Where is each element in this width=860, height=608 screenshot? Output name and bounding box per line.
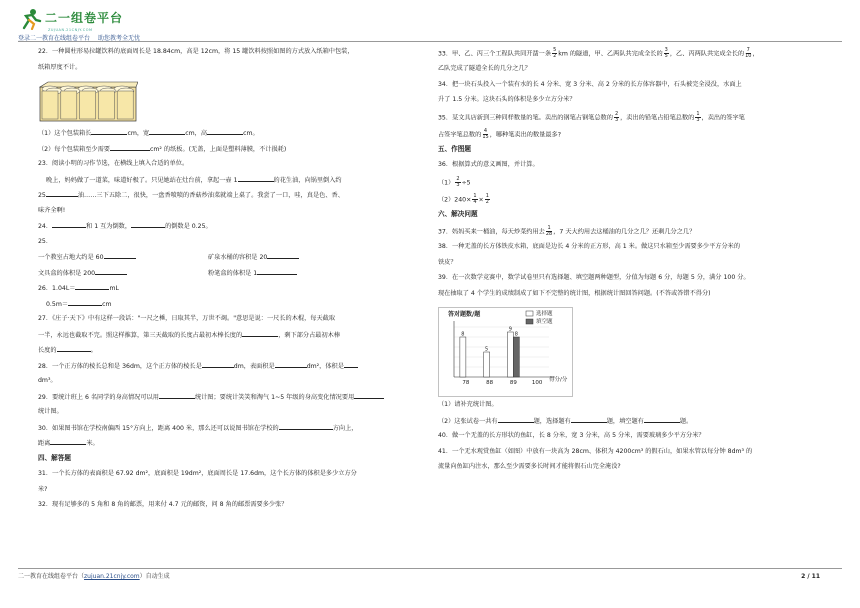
fraction: $\frac{2}{3}$ [456, 175, 460, 188]
answer-blank[interactable] [571, 417, 607, 423]
answer-blank[interactable] [242, 331, 278, 337]
bar-填空题-89 [513, 337, 519, 377]
q30: 30．如果图书馆在学校南偏西 15°方向上，距离 400 米，那么还可以说图书馆在学校的 方向上， [38, 424, 358, 432]
footer-site-link[interactable]: zujuan.21cnjy.com [84, 573, 140, 580]
x-tick-label: 88 [486, 380, 494, 386]
can-body [42, 91, 58, 119]
q26-part1: 26．1.04L＝ mL [38, 285, 119, 293]
answer-blank[interactable] [57, 346, 91, 352]
score-bar-chart [438, 307, 573, 397]
fraction: $\frac{1}{4}$ [473, 192, 477, 205]
q23-stem: 23．阅读小明的习作节选，在横线上填入合适的单位。 [38, 160, 189, 168]
q25-row1: 一个教室占地大约是 60 矿泉水桶的容积是 20 [38, 253, 423, 269]
q27-stem-cont: 一半，永远也截取不完。照这样推算，第三天截取的长度占最初木棒长度的 ，剩下部分占最初木棒 [38, 331, 341, 339]
q35-end: 占签字笔总数的 $\frac{4}{15}$ ，哪种笔卖出的数量最多? [438, 127, 562, 140]
fraction: $\frac{1}{28}$ [545, 225, 553, 237]
fraction: $\frac{7}{10}$ [745, 47, 752, 59]
q39-cont: 现在抽取了 4 个学生的成绩制成了如下不完整的统计图，根据统计图回答问题。(不答或答错不得分) [438, 289, 711, 297]
x-tick-label: 100 [531, 380, 543, 386]
q27-stem: 27．《庄子·天下》中有这样一段话："一尺之棰，日取其半，万世不竭。"意思是说：一尺长的木棍，每天截取 [38, 315, 336, 323]
q40: 40．做一个无盖的长方形状的鱼缸，长 8 分米，宽 3 分米，高 5 分米，需要玻璃多少平方分米？ [438, 432, 705, 440]
footer-divider [18, 568, 842, 569]
answer-blank[interactable] [279, 424, 333, 430]
q36-part2: （2）240× $\frac{1}{4}$ × $\frac{1}{2}$ [438, 192, 489, 205]
answer-blank[interactable] [202, 362, 234, 368]
can-body [117, 91, 133, 119]
answer-blank[interactable] [46, 191, 78, 197]
q32: 32．现有足够多的 5 角和 8 角的邮票，用来付 4.7 元的邮资，问 8 角的邮票需要多少张？ [38, 501, 288, 509]
logo-subtitle: ZUJUAN.21CNJY.COM [48, 28, 93, 32]
q22-stem-cont: 纸箱厚度不计。 [38, 63, 82, 71]
page-footer: 二一教育在线组卷平台（zujuan.21cnjy.com）自动生成 [18, 573, 170, 580]
legend-swatch [526, 319, 533, 324]
left-column [38, 48, 423, 517]
bar-选择题-89 [507, 332, 513, 377]
section-6-title: 六、解决问题 [438, 209, 478, 218]
q22-stem: 22．一种圆柱形易拉罐饮料的底面周长是 18.84cm，高是 12cm，将 15 罐饮料按照如图的方式放入纸箱中包装， [38, 48, 354, 55]
chart-x-label: 得分/分 [549, 377, 568, 383]
q39-part2: （2）这张试卷一共有 题，选择题有 题，填空题有 题。 [438, 417, 693, 425]
q29: 29．要统计班上 6 名同学的身高情况可以用 统计图；要统计笑笑和淘气 1~5 年级的身高变化情况要用 [38, 393, 423, 409]
q22-part1: （1）这个包装箱长 cm，宽 cm，高 cm。 [38, 130, 259, 138]
logo-text: 二一组卷平台 [45, 11, 124, 26]
page-number: 2 / 11 [801, 573, 820, 580]
q31-end: 米? [38, 485, 48, 493]
bar-value-label: 5 [485, 346, 489, 353]
answer-blank[interactable] [75, 284, 109, 290]
bar-value-label: 9 [508, 326, 512, 333]
q25-row2: 文具盒的体积是 200 粉笔盒的体积是 1 [38, 269, 423, 285]
fraction: $\frac{1}{2}$ [485, 192, 489, 205]
q39: 39．在一次数学竞赛中，数学试卷里只有选择题、填空题两种题型，分值为每题 6 分，每题 5 分，满分 100 分。 [438, 274, 750, 281]
bar-选择题-88 [484, 352, 490, 377]
answer-blank[interactable] [238, 176, 274, 182]
logo-runner-icon [18, 8, 42, 30]
cans-box-figure [38, 81, 138, 123]
q27-stem-end: 长度的 。 [38, 347, 97, 355]
answer-blank[interactable] [149, 129, 185, 135]
q34-end: 升了 1.5 分米。这块石头的体积是多少立方分米？ [438, 96, 576, 103]
q31: 31．一个长方体的表面积是 67.92 dm²，底面积是 19dm²，底面周长是 17.6dm，这个长方体的体积是多少立方分 [38, 470, 357, 478]
chart-title: 答对题数/题 [448, 311, 481, 318]
answer-blank[interactable] [644, 417, 680, 423]
section-5-title: 五、作图题 [438, 144, 471, 153]
answer-blank[interactable] [498, 417, 534, 423]
bar-value-label: 8 [514, 331, 518, 338]
login-link[interactable]: 登录二一教育在线组卷平台 [18, 35, 91, 42]
q28: 28．一个正方体的棱长总和是 36dm，这个正方体的棱长是 dm，表面积是 dm²，体积是 [38, 362, 423, 378]
legend-label: 填空题 [536, 319, 553, 325]
x-tick-label: 89 [509, 380, 517, 386]
answer-blank[interactable] [354, 393, 384, 399]
q33: 33．甲、乙、丙三个工程队共同开凿一条 $\frac{5}{2}$ km 的隧道，甲、乙两队共完成全长的 $\frac{3}{5}$ ，乙、丙两队共完成全长的 $\frac{7}{10}$ ， [438, 47, 759, 59]
section-4-title: 四、解答题 [38, 453, 71, 462]
q41-end: 流量向鱼缸内注水，那么至少需要多长时间才能将假石山完全淹没? [438, 463, 621, 471]
answer-blank[interactable] [257, 269, 297, 275]
header-divider [18, 41, 842, 42]
q26-part2: 0.5m＝ cm [46, 300, 112, 308]
fraction: $\frac{2}{3}$ [614, 110, 619, 123]
q30-end: 距离 米。 [38, 440, 99, 448]
q24: 24． 和 1 互为倒数， 的倒数是 0.25。 [38, 223, 212, 231]
bar-value-label: 8 [461, 331, 465, 338]
q29-end: 统计图。 [38, 408, 63, 416]
slogan-text: 助您教考全无忧 [97, 35, 140, 42]
answer-blank[interactable] [267, 253, 299, 259]
can-body [98, 91, 114, 119]
can-body [61, 91, 77, 119]
answer-blank[interactable] [50, 439, 86, 445]
q22-part2: （2）每个包装箱至少需要 cm² 的纸板。(无盖，上面是塑料薄膜，不计损耗) [38, 145, 287, 153]
can-body [80, 91, 96, 119]
q23-passage: 晚上，妈妈做了一道菜，味道好极了。只见她站在灶台前，拿起一壶 1 的花生油，向锅里倒入约 [46, 176, 342, 184]
answer-blank[interactable] [207, 129, 243, 135]
q23-passage-end: 味齐全啊! [38, 206, 66, 214]
answer-blank[interactable] [344, 362, 358, 368]
legend-label: 选择题 [536, 311, 553, 317]
q39-part1: （1）请补充统计图。 [438, 401, 498, 409]
fraction: $\frac{1}{3}$ [696, 110, 700, 123]
q38: 38．一种无盖的长方体铁皮水箱，底面是边长 4 分米的正方形，高 1 米。做这只水箱至少需要多少平方分米的 [438, 243, 741, 250]
q35: 35．某文具店新到三种同样数量的笔。卖出的钢笔占钢笔总数的 $\frac{2}{3}$ ，卖出的铅笔占铅笔总数的 $\frac{1}{3}$ ，卖出的签字笔 [438, 110, 745, 123]
answer-blank[interactable] [275, 362, 307, 368]
fraction: $\frac{5}{2}$ [553, 47, 557, 59]
q28-end: dm³。 [38, 377, 57, 385]
q38-end: 铁皮？ [438, 258, 457, 266]
fraction: $\frac{4}{15}$ [482, 127, 489, 140]
q41: 41．一个无水观赏鱼缸（如图）中放有一块高为 28cm、体积为 4200cm³ 的假石山，如果水管以每分钟 8dm³ 的 [438, 447, 753, 455]
legend-swatch [526, 311, 533, 316]
answer-blank[interactable] [131, 222, 165, 228]
fraction: $\frac{3}{5}$ [664, 47, 668, 59]
q37: 37．妈妈买来一桶油，每天炒菜约用去 $\frac{1}{28}$ ，7 天大约用去这桶油的几分之几？还剩几分之几？ [438, 225, 696, 237]
q34: 34．把一块石头投入一个装有水的长 4 分米、宽 3 分米、高 2 分米的长方体容器中，石头被完全浸没，水面上 [438, 80, 742, 88]
answer-blank[interactable] [68, 300, 102, 306]
answer-blank[interactable] [95, 269, 127, 275]
answer-blank[interactable] [91, 129, 127, 135]
answer-blank[interactable] [159, 393, 195, 399]
answer-blank[interactable] [104, 253, 136, 259]
q36-part1: （1） $\frac{2}{3}$ ÷5 [438, 175, 471, 188]
q23-passage-cont: 25 油……三下五除二，很快，一盘香喷喷的香菇炒油菜就端上桌了。我尝了一口，哇，真是色、香、 [38, 192, 344, 200]
answer-blank[interactable] [52, 222, 86, 228]
x-tick-label: 78 [462, 380, 470, 386]
right-column [438, 48, 828, 479]
q36: 36．根据算式的意义画图，并计算。 [438, 161, 539, 168]
q33-end: 乙队完成了隧道全长的几分之几？ [438, 65, 531, 72]
bar-选择题-78 [460, 337, 466, 377]
q25-stem: 25． [38, 237, 53, 245]
page-header [18, 6, 140, 42]
answer-blank[interactable] [110, 145, 150, 151]
